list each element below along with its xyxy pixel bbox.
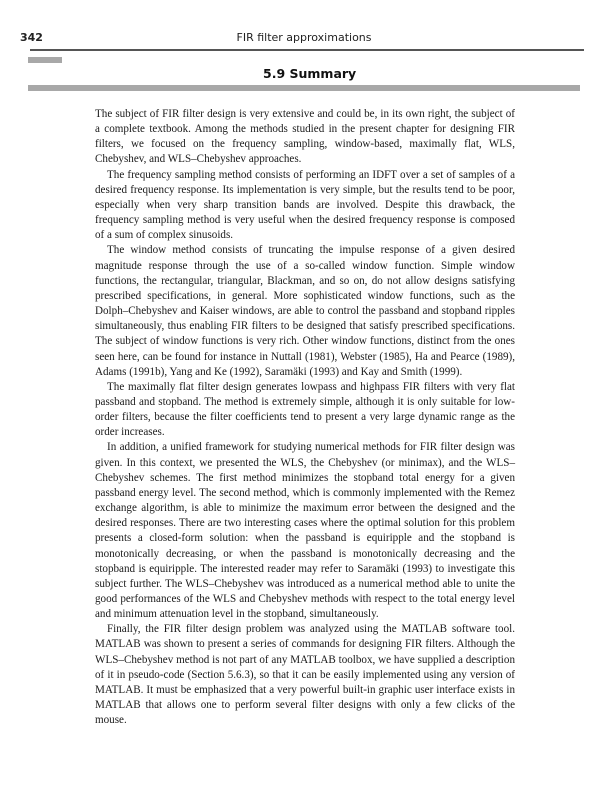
- paragraph: Finally, the FIR filter design problem was analyzed using the MATLAB software tool. MATLAB was shown to present a series of commands for designing FIR filters. Although the WLS–Chebyshev method is not part of any MATLAB toolbox, we have supplied a description of it in pseudo-code (Section 5.6.3), so that it can be easily implemented using any version of MATLAB. It must be emphasized that a very powerful built-in graphic user interface exists in MATLAB that allows one to perform several filter designs with only a few clicks of the mouse.: [95, 623, 515, 727]
- paragraph: The frequency sampling method consists of performing an IDFT over a set of samples of a desired frequency response. Its implementation is very simple, but the results tend to be poor, especially when very sharp transition bands are involved. Despite this drawback, the frequency sampling method is very useful when the desired frequency response is composed of a sum of complex sinusoids.: [95, 168, 515, 242]
- paragraph: The subject of FIR filter design is very extensive and could be, in its own right, the subject of a complete textbook. Among the methods studied in the present chapter for designing FIR filters, we focused on the frequency sampling, window-based, maximally flat, WLS, Chebyshev, and WLS–Chebyshev approaches.: [95, 108, 515, 166]
- section-bar-upper: [28, 57, 62, 63]
- paragraph: The window method consists of truncating the impulse response of a given desired magnitude response through the use of a so-called window function. Simple window functions, the rectangular, triangular, Blackman, and so on, do not allow designs satisfying prescribed specifications, in general. More sophisticated window functions, such as the Dolph–Chebyshev and Kaiser windows, are able to control the passband and stopband ripples simultaneously, thus enabling FIR filters to be designed that satisfy prescribed specifications. The subject of window functions is very rich. Other window functions, distinct from the ones seen here, can be found for instance in Nuttall (1981), Webster (1985), Ha and Pearce (1989), Adams (1991b), Yang and Ke (1992), Saramäki (1993) and Kay and Smith (1999).: [95, 244, 515, 378]
- section-title: 5.9 Summary: [263, 66, 357, 81]
- paragraph: In addition, a unified framework for studying numerical methods for FIR filter design was given. In this context, we presented the WLS, the Chebyshev (or minimax), and the WLS–Chebyshev schemes. The first method minimizes the stopband total energy for a given passband energy level. The second method, which is commonly implemented with the Remez exchange algorithm, is able to minimize the maximum error between the designed and the desired responses. There are two interesting cases where the optimal solution for this problem presents a closed-form solution: when the passband is equiripple and the stopband is monotonically decreasing, or when the passband is monotonically decreasing and the stopband is equiripple. The interested reader may refer to Saramäki (1993) to investigate this subject further. The WLS–Chebyshev was introduced as a numerical method able to unite the good performances of the WLS and Chebyshev methods with respect to the total energy level and minimum attenuation level in the stopband, simultaneously.: [95, 441, 515, 621]
- body-text: [95, 107, 515, 728]
- running-head: FIR filter approximations: [236, 31, 372, 44]
- page-number: 342: [20, 31, 43, 44]
- section-bar-lower: [28, 85, 580, 91]
- paragraph: The maximally flat filter design generates lowpass and highpass FIR filters with very flat passband and stopband. The method is extremely simple, although it is only suitable for low-order filters, because the filter coefficients tend to present a very large dynamic range as the order increases.: [95, 380, 515, 439]
- header-rule: [30, 49, 584, 51]
